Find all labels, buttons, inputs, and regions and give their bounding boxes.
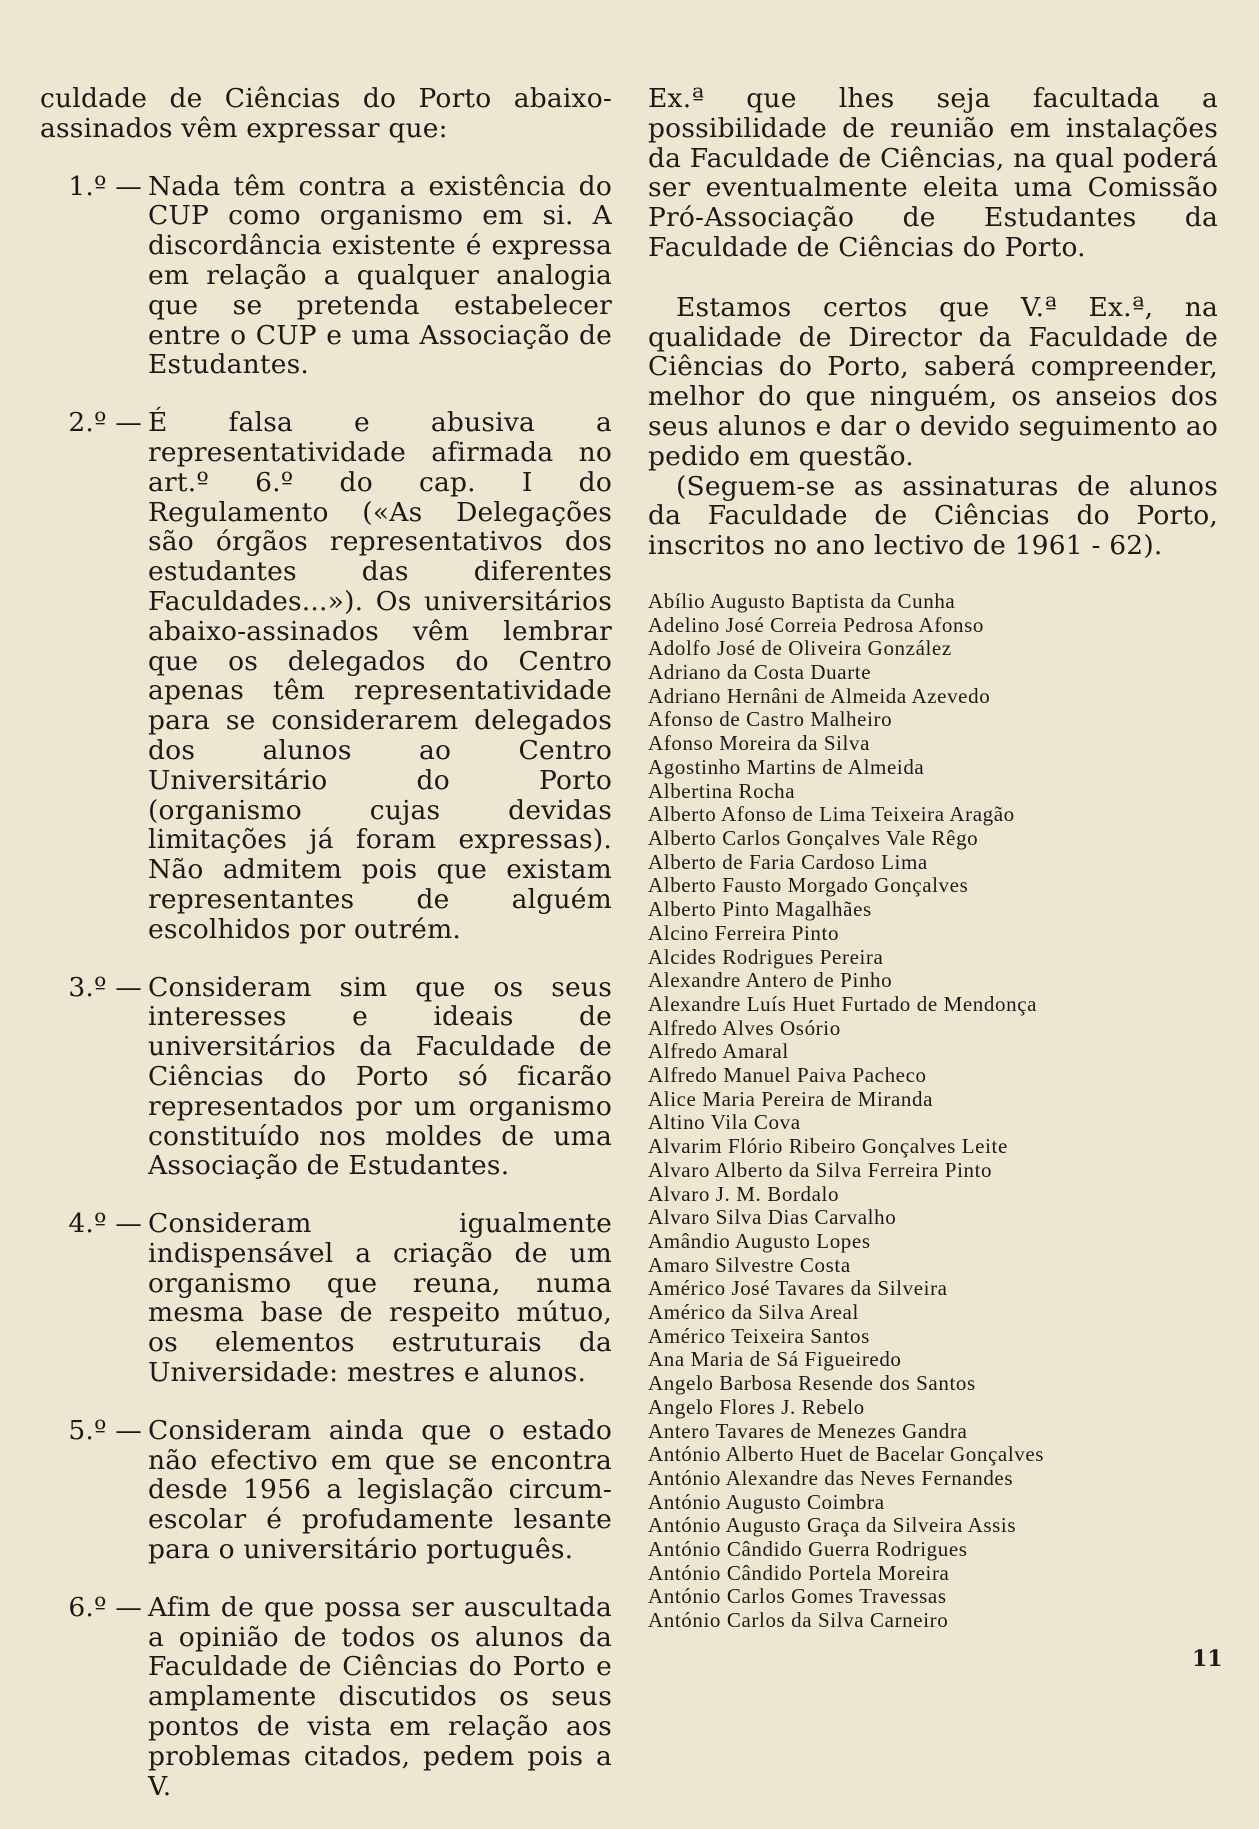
signature-name: Alice Maria Pereira de Miranda: [648, 1086, 934, 1111]
signature-name: Alvaro J. M. Bordalo: [648, 1181, 840, 1206]
signature-name: Agostinho Martins de Almeida: [648, 754, 925, 779]
signature-name: Alberto Pinto Magalhães: [648, 897, 872, 922]
signature-name: Alfredo Alves Osório: [648, 1015, 841, 1040]
list-item: [40, 1593, 612, 1802]
signature-name: Adriano Hernâni de Almeida Azevedo: [648, 683, 991, 708]
item-text: Consideram ainda que o estado não efectivo em que se encontra desde 1956 a legislação circum-escolar é profudamente lesante para o universitário português.: [148, 1414, 612, 1566]
signature-name: Alvaro Silva Dias Carvalho: [648, 1205, 897, 1230]
continuation-paragraph: Ex.ª que lhes seja facultada a possibilidade de reunião em instalações da Faculdade de Ciências, na qual poderá ser eventualmente eleita uma Comissão Pró-Associação de Estudantes da Faculdade de Ciências do Porto.: [648, 83, 1218, 263]
signature-name: Adolfo José de Oliveira González: [648, 636, 952, 661]
item-number: 3.º —: [68, 971, 142, 1003]
signature-name: Alberto Afonso de Lima Teixeira Aragão: [648, 802, 1015, 827]
item-text: Nada têm contra a existência do CUP como organismo em si. A discordância existente é expressa em relação a qualquer analogia que se pretenda estabelecer entre o CUP e uma Associação de Estudantes.: [148, 170, 612, 381]
intro-paragraph: culdade de Ciências do Porto abaixo-assinados vêm expressar que:: [40, 83, 612, 144]
right-column: [648, 84, 1218, 1649]
signature-name: Alcino Ferreira Pinto: [648, 920, 840, 945]
list-item: [40, 408, 612, 944]
item-text: Consideram igualmente indispensável a criação de um organismo que reuna, numa mesma base de respeito mútuo, os elementos estruturais da Universidade: mestres e alunos.: [148, 1208, 612, 1389]
signature-name: Antero Tavares de Menezes Gandra: [648, 1418, 968, 1443]
signatures-note: (Seguem-se as assinaturas de alunos da Faculdade de Ciências do Porto, inscritos no ano lectivo de 1961 - 62).: [648, 470, 1218, 562]
signature-name: Ana Maria de Sá Figueiredo: [648, 1347, 902, 1372]
signature-name: Alberto Carlos Gonçalves Vale Rêgo: [648, 825, 979, 850]
signature-name: António Carlos Gomes Travessas: [648, 1584, 947, 1609]
signature-name: António Augusto Coimbra: [648, 1489, 885, 1514]
signature-name: António Alexandre das Neves Fernandes: [648, 1465, 1014, 1490]
signature-name: Angelo Flores J. Rebelo: [648, 1394, 865, 1419]
item-text: Afim de que possa ser auscultada a opinião de todos os alunos da Faculdade de Ciências do Porto e amplamente discutidos os seus pontos de vista em relação aos problemas citados, pedem pois a V.: [148, 1591, 612, 1802]
signature-name: Alberto de Faria Cardoso Lima: [648, 849, 928, 874]
signature-name: Angelo Barbosa Resende dos Santos: [648, 1371, 976, 1396]
item-number: 4.º —: [68, 1208, 142, 1240]
signature-name: Adelino José Correia Pedrosa Afonso: [648, 612, 984, 637]
item-number: 5.º —: [68, 1414, 142, 1446]
signature-name: Alexandre Antero de Pinho: [648, 968, 893, 993]
signature-name: António Alberto Huet de Bacelar Gonçalves: [648, 1442, 1045, 1467]
director-paragraph: Estamos certos que V.ª Ex.ª, na qualidade de Director da Faculdade de Ciências do Porto, saberá compreender, melhor do que ninguém, os anseios dos seus alunos e dar o devido seguimento ao pedido em questão.: [648, 291, 1218, 472]
page-number: 11: [1192, 1646, 1223, 1672]
signature-name: Alfredo Amaral: [648, 1039, 789, 1064]
item-text: É falsa e abusiva a representatividade afirmada no art.º 6.º do cap. I do Regulamento («As Delegações são órgãos representativos dos estudantes das diferentes Faculdades...»). Os universitários abaixo-assinados vêm lembrar que os delegados do Centro apenas têm representatividade para se considerarem delegados dos alunos ao Centro Universitário do Porto (organismo cujas devidas limitações já foram expressas). Não admitem pois que existam representantes de alguém escolhidos por outrém.: [148, 407, 612, 945]
signature-name: Alexandre Luís Huet Furtado de Mendonça: [648, 991, 1038, 1016]
left-column: [40, 84, 612, 1829]
signature-name: Américo José Tavares da Silveira: [648, 1276, 948, 1301]
list-item: [40, 973, 612, 1182]
signature-name: Abílio Augusto Baptista da Cunha: [648, 588, 956, 613]
signature-name: Amaro Silvestre Costa: [648, 1252, 851, 1277]
item-number: 1.º —: [68, 170, 142, 202]
signature-name: Albertina Rocha: [648, 778, 796, 803]
signature-name: Américo da Silva Areal: [648, 1300, 859, 1325]
signature-name: Afonso Moreira da Silva: [648, 731, 871, 756]
signature-name: António Augusto Graça da Silveira Assis: [648, 1513, 1017, 1538]
signature-name: Alberto Fausto Morgado Gonçalves: [648, 873, 969, 898]
signature-name: António Cândido Portela Moreira: [648, 1560, 950, 1585]
signature-name: Alcides Rodrigues Pereira: [648, 944, 884, 969]
signature-name: Alvarim Flório Ribeiro Gonçalves Leite: [648, 1134, 1008, 1159]
signature-name: Américo Teixeira Santos: [648, 1323, 870, 1348]
list-item: [40, 1209, 612, 1388]
list-item: [40, 172, 612, 381]
signature-name: António Cândido Guerra Rodrigues: [648, 1537, 968, 1562]
item-number: 6.º —: [68, 1591, 142, 1623]
signature-name: Amândio Augusto Lopes: [648, 1228, 871, 1253]
signatures-list: [648, 590, 1218, 1633]
signature-name: Adriano da Costa Duarte: [648, 660, 872, 685]
item-number: 2.º —: [68, 407, 142, 439]
signature-name: Alfredo Manuel Paiva Pacheco: [648, 1063, 927, 1088]
signature-name: Alvaro Alberto da Silva Ferreira Pinto: [648, 1157, 993, 1182]
signature-name: António Carlos da Silva Carneiro: [648, 1608, 949, 1633]
signature-name: Altino Vila Cova: [648, 1110, 801, 1135]
signature-name: Afonso de Castro Malheiro: [648, 707, 893, 732]
item-text: Consideram sim que os seus interesses e ideais de universitários da Faculdade de Ciências do Porto só ficarão representados por um organismo constituído nos moldes de uma Associação de Estudantes.: [148, 971, 612, 1182]
list-item: [40, 1416, 612, 1565]
